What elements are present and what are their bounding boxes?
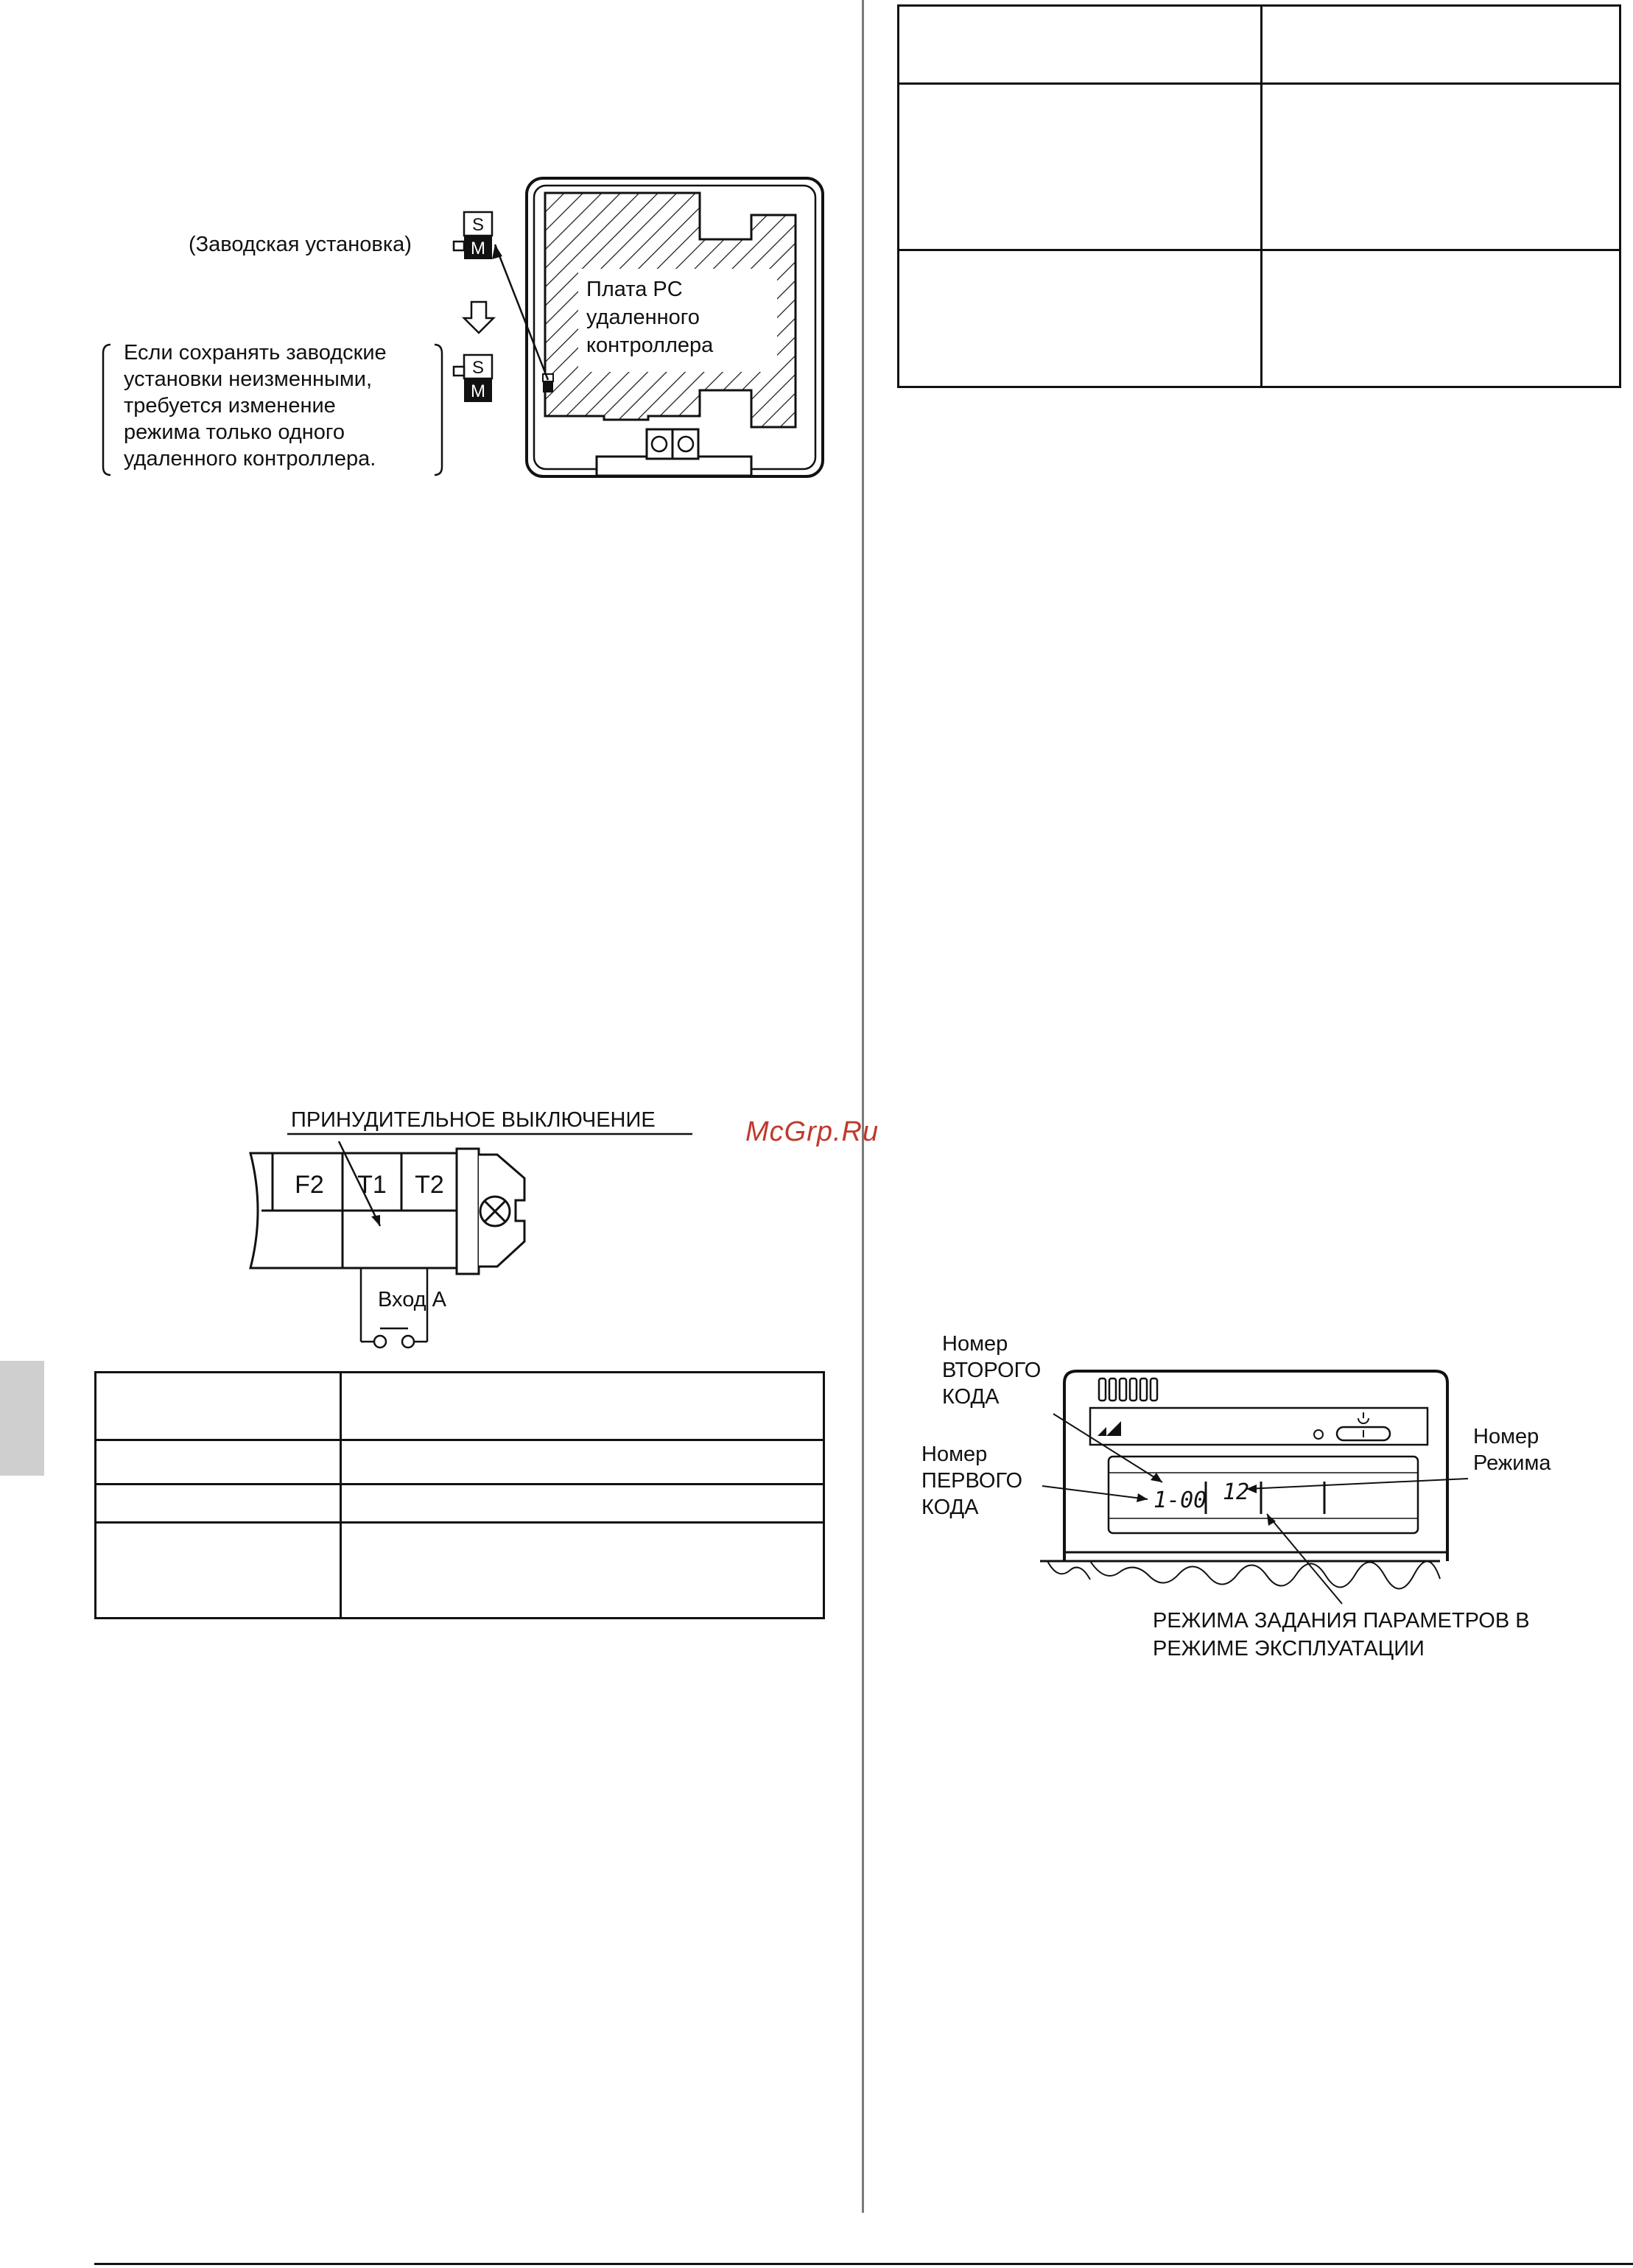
table-cell <box>341 1373 824 1440</box>
table-cell <box>1262 250 1620 387</box>
note-line-3: требуется изменение <box>124 394 336 418</box>
switch-s-label-bottom: S <box>471 358 485 378</box>
board-label-1: Плата PC <box>586 278 683 301</box>
table-cell <box>96 1523 341 1619</box>
terminal-t2: T2 <box>415 1171 444 1199</box>
lcd-mode-number: 12 <box>1223 1479 1250 1505</box>
table-cell <box>1262 6 1620 84</box>
mode-label-2: Режима <box>1473 1451 1551 1475</box>
first-code-label-3: КОДА <box>921 1496 979 1519</box>
lcd-first-code: 1-00 <box>1153 1487 1207 1513</box>
down-arrow-icon <box>464 302 494 333</box>
note-line-5: удаленного контроллера. <box>124 447 376 471</box>
table-cell <box>96 1373 341 1440</box>
factory-setting-label: (Заводская установка) <box>189 233 412 256</box>
table-cell <box>899 6 1262 84</box>
second-code-label-3: КОДА <box>942 1385 1000 1409</box>
terminal-f2: F2 <box>295 1171 324 1199</box>
table-cell <box>341 1485 824 1523</box>
first-code-label-1: Номер <box>921 1443 988 1466</box>
forced-off-title: ПРИНУДИТЕЛЬНОЕ ВЫКЛЮЧЕНИЕ <box>291 1108 656 1132</box>
mode-label-1: Номер <box>1473 1425 1539 1448</box>
watermark: McGrp.Ru <box>745 1116 879 1147</box>
table-cell <box>96 1440 341 1485</box>
table-cell <box>341 1523 824 1619</box>
footer-rule <box>94 2263 1633 2265</box>
remote-display-figure <box>913 1325 1620 1679</box>
input-a-label: Вход А <box>378 1288 447 1311</box>
caption-line-1: РЕЖИМА ЗАДАНИЯ ПАРАМЕТРОВ В <box>1153 1609 1530 1633</box>
table-cell <box>899 250 1262 387</box>
second-code-label-1: Номер <box>942 1332 1008 1356</box>
note-line-2: установки неизменными, <box>124 367 373 391</box>
note-line-4: режима только одного <box>124 420 345 444</box>
board-label-3: контроллера <box>586 334 714 357</box>
second-code-label-2: ВТОРОГО <box>942 1359 1042 1382</box>
page-edge-tab <box>0 1361 44 1476</box>
switch-s-label-top: S <box>471 215 485 235</box>
note-line-1: Если сохранять заводские <box>124 341 387 364</box>
table-cell <box>96 1485 341 1523</box>
first-code-label-2: ПЕРВОГО <box>921 1469 1023 1493</box>
table-cell <box>341 1440 824 1485</box>
right-table <box>897 4 1621 388</box>
left-table <box>94 1371 825 1619</box>
switch-m-label-top: M <box>471 239 485 258</box>
column-divider <box>862 0 864 2213</box>
terminal-block-drawing <box>236 1097 722 1362</box>
table-cell <box>899 84 1262 250</box>
caption-line-2: РЕЖИМЕ ЭКСПЛУАТАЦИИ <box>1153 1637 1425 1660</box>
table-cell <box>1262 84 1620 250</box>
switch-m-label-bottom: M <box>471 381 485 401</box>
forced-off-figure <box>236 1097 722 1362</box>
board-label-2: удаленного <box>586 306 700 329</box>
terminal-t1: T1 <box>357 1171 387 1199</box>
pcb-figure <box>88 162 840 493</box>
